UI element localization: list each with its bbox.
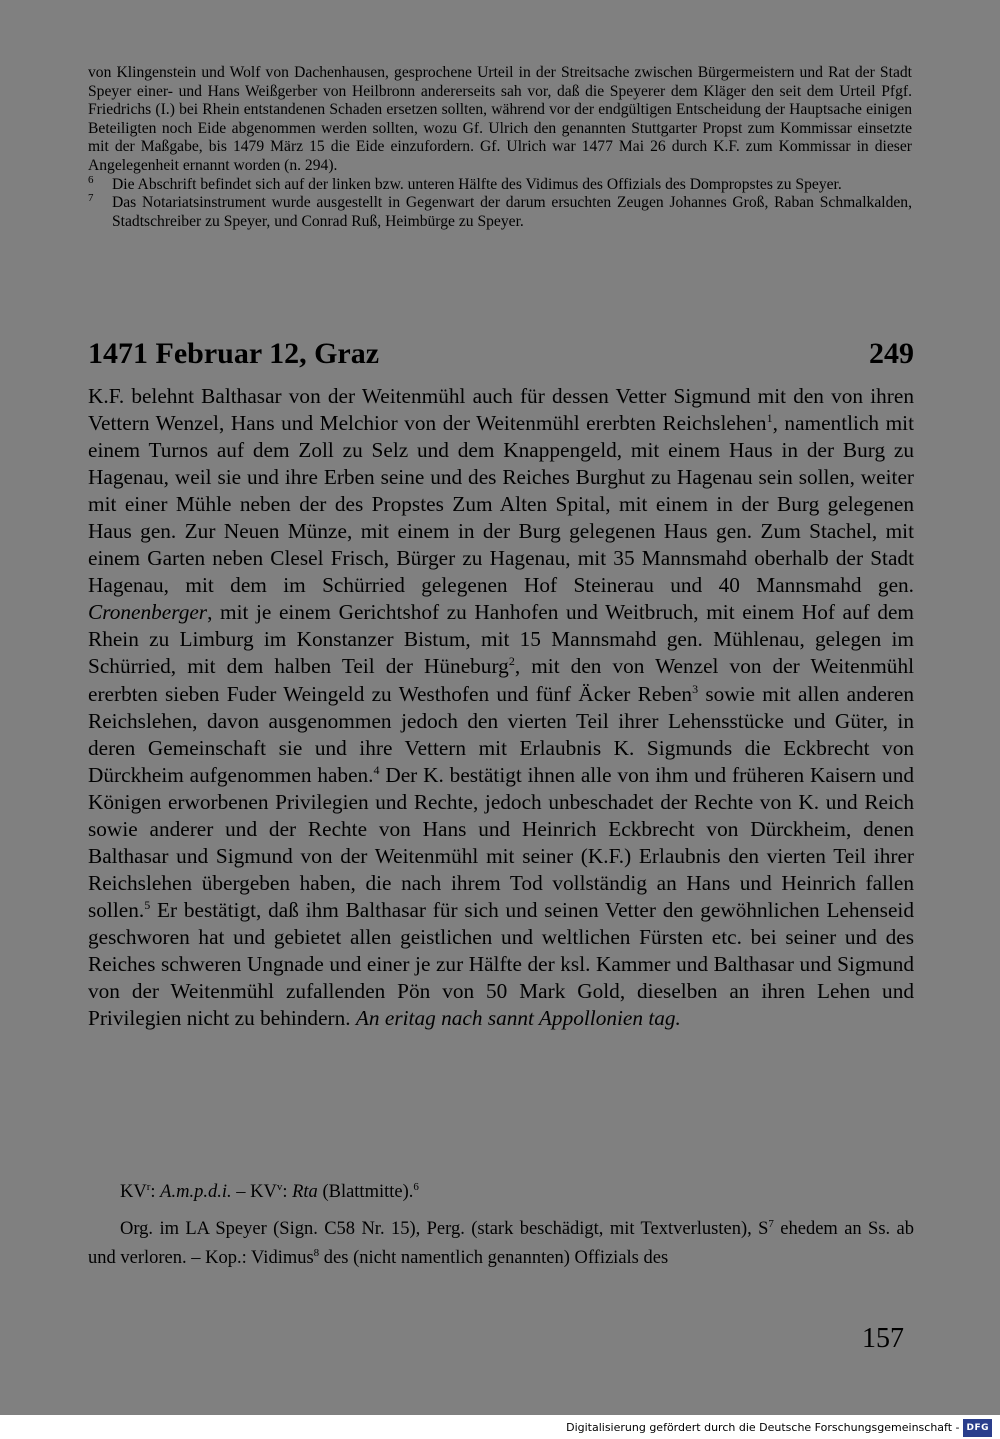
footnote-continuation: von Klingenstein und Wolf von Dachenhausen, gesprochene Urteil in der Streitsache zwischen Bürgermeistern und Rat der Stadt Speyer einer- und Hans Weißgerber von Heilbronn andererseits sah vor, daß die Speyerer dem Kläger den seit dem Urteil Pfgf. Friedrichs (I.) bei Rhein entstandenen Schaden ersetzen sollten, während vor der endgültigen Entscheidung der Hauptsache einigen Beteiligten noch Eide abgenommen werden sollten, wozu Gf. Ulrich den genannten Stuttgarter Propst zum Kommissar einsetzte mit der Maßgabe, bis 1479 März 15 die Eide einzufordern. Gf. Ulrich war 1477 Mai 26 durch K.F. zum Kommissar in dieser Angelegenheit ernannt worden (n. 294).	[88, 64, 912, 174]
text-span: , mit den von Wenzel von der Weitenmühl ererbten sieben Fuder Weingeld zu Westhofen und fünf Äcker Reben	[88, 654, 915, 706]
footnotes-block	[88, 64, 912, 231]
footer-text: Digitalisierung gefördert durch die Deutsche Forschungsgemeinschaft -	[566, 1421, 960, 1434]
text-span: K.F. belehnt Balthasar von der Weitenmühl auch für dessen Vetter Sigmund mit den von ihren Vettern Wenzel, Hans und Melchior von der Weitenmühl ererbten Reichslehen	[88, 384, 914, 436]
footnote-text: Die Abschrift befindet sich auf der linken bzw. unteren Hälfte des Vidimus des Offizials des Dompropstes zu Speyer.	[112, 175, 842, 193]
footnote-number: 7	[88, 192, 94, 205]
footnote-ref: 3	[692, 681, 699, 696]
regest-paragraph	[88, 383, 914, 1032]
text-span: Der K. bestätigt ihnen alle von ihm und früheren Kaisern und Königen erworbenen Privilegien und Rechte, jedoch unbeschadet der Rechte von K. und Reich sowie anderer und der Rechte von Hans und Heinrich Eckbrecht von Dürckheim, denen Balthasar und Sigmund von der Weitenmühl mit seiner (K.F.) Erlaubnis den vierten Teil ihrer Reichslehen übergeben haben, die nach ihrem Tod vollständig an Hans und Heinrich fallen sollen.	[88, 762, 914, 922]
text-span: , namentlich mit einem Turnos auf dem Zoll zu Selz und dem Knappengeld, mit einem Haus in der Burg zu Hagenau, weil sie und ihre Erben seine und des Reiches Burghut zu Hagenau sein sollen, weiter mit einer Mühle neben der des Propstes Zum Alten Spital, mit einem in der Burg gelegenen Haus gen. Zur Neuen Münze, mit einem in der Burg gelegenen Haus gen. Zum Stachel, mit einem Garten neben Clesel Frisch, Bürger zu Hagenau, mit 35 Mannsmahd oberhalb der Stadt Hagenau, mit dem im Schürried gelegenen Hof Steinerau und 40 Mannsmahd gen.	[88, 411, 914, 598]
footnote-ref: 5	[144, 897, 151, 912]
source-note	[88, 1215, 914, 1273]
entry-body	[88, 383, 914, 1032]
text-span: Er bestätigt, daß ihm Balthasar für sich und seinen Vetter den gewöhnlichen Lehenseid geschworen hat und gebietet allen geistlichen und weltlichen Fürsten etc. bei seiner und des Reiches schweren Ungnade und einer je zur Hälfte der ksl. Kammer und Balthasar und Sigmund von der Weitenmühl zufallenden Pön von 50 Mark Gold, dieselben an ihren Lehen und Privilegien nicht zu behindern.	[88, 897, 914, 1031]
entry-heading	[88, 336, 914, 372]
footnote-ref: 6	[413, 1180, 419, 1193]
text-span: :	[282, 1182, 293, 1202]
text-span: :	[150, 1182, 161, 1202]
text-span: ehedem an Ss. ab und verloren. – Kop.: Vidimus	[88, 1219, 915, 1268]
footnote-ref: 7	[768, 1217, 774, 1230]
superscript: r	[146, 1180, 151, 1193]
italic-date-clause: An eritag nach sannt Appollonien tag.	[355, 1006, 681, 1031]
superscript: v	[276, 1180, 283, 1193]
page-number: 157	[862, 1323, 904, 1354]
footnote-ref: 1	[766, 410, 773, 425]
text-span: Org. im LA Speyer (Sign. C58 Nr. 15), Perg. (stark beschädigt, mit Textverlusten), S	[120, 1219, 769, 1239]
footnote-6	[88, 173, 912, 195]
kanzleivermerk	[120, 1180, 419, 1204]
italic-term: Rta	[292, 1182, 318, 1202]
text-span: des (nicht namentlich genannten) Offizials des	[319, 1248, 669, 1268]
entry-date-place: 1471 Februar 12, Graz	[88, 337, 380, 370]
digitization-footer	[566, 1419, 992, 1437]
italic-term: A.m.p.d.i.	[160, 1182, 232, 1202]
italic-term: Cronenberger	[88, 600, 208, 625]
footnote-7	[88, 194, 912, 231]
text-span: KV	[120, 1182, 147, 1202]
footnote-ref: 8	[313, 1246, 320, 1259]
footnote-ref: 4	[373, 762, 380, 777]
footnote-number: 6	[88, 173, 94, 186]
text-span: – KV	[231, 1182, 277, 1202]
source-paragraph	[88, 1215, 914, 1273]
text-span: (Blattmitte).	[317, 1182, 414, 1202]
text-span: sowie mit allen anderen Reichslehen, davon ausgenommen jedoch den vierten Teil ihrer Lehensstücke und Güter, in deren Gemeinschaft sie und ihre Vettern mit Erlaubnis K. Sigmunds die Eckbrecht von Dürckheim aufgenommen haben.	[88, 681, 914, 787]
text-span: , mit je einem Gerichtshof zu Hanhofen und Weitbruch, mit einem Hof auf dem Rhein zu Limburg im Konstanzer Bistum, mit 15 Mannsmahd gen. Mühlenau, gelegen im Schürried, mit dem halben Teil der Hüneburg	[88, 600, 914, 679]
footnote-ref: 2	[508, 654, 515, 669]
entry-number: 249	[869, 337, 914, 370]
footnote-text: Das Notariatsinstrument wurde ausgestellt in Gegenwart der darum ersuchten Zeugen Johannes Groß, Raban Schmalkalden, Stadtschreiber zu Speyer, und Conrad Ruß, Heimbürge zu Speyer.	[112, 194, 912, 230]
dfg-logo: DFG	[963, 1419, 992, 1437]
